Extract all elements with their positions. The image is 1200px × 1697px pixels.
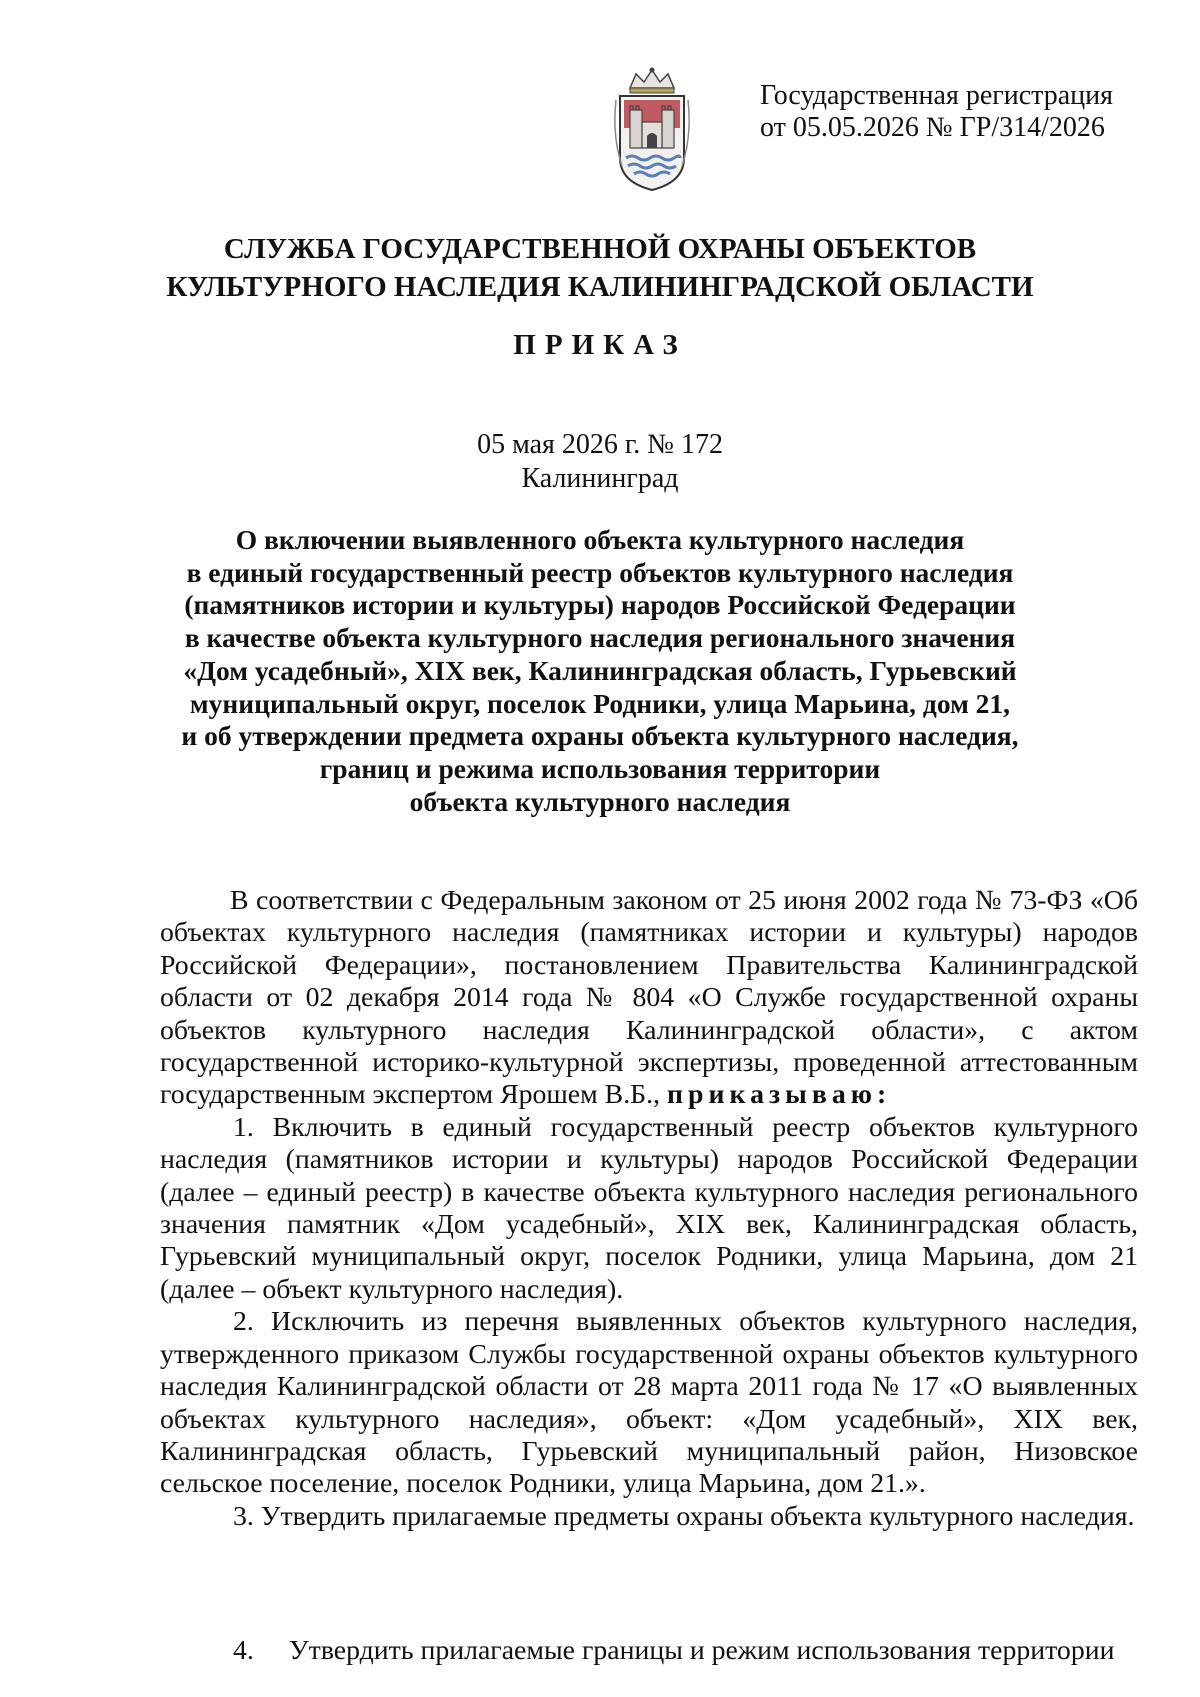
order-item-3: 3. Утвердить прилагаемые предметы охраны объекта культурного наследия.: [233, 1500, 1135, 1532]
subject-line: муниципальный округ, поселок Родники, улица Марьина, дом 21,: [189, 687, 1011, 719]
order-item-4-number: 4.: [233, 1635, 254, 1666]
order-date-number: 05 мая 2026 г. № 172: [477, 429, 723, 460]
subject-line: «Дом усадебный», XIX век, Калининградская область, Гурьевский: [183, 654, 1017, 686]
document-type-title: ПРИКАЗ: [513, 329, 687, 361]
subject-line: О включении выявленного объекта культурного наследия: [235, 524, 965, 555]
registration-number: от 05.05.2026 № ГР/314/2026: [760, 112, 1105, 143]
order-body: [160, 885, 1138, 1533]
registration-label: Государственная регистрация: [760, 80, 1113, 111]
subject-line: (памятников истории и культуры) народов Российской Федерации: [184, 589, 1016, 621]
agency-name: [0, 230, 1200, 306]
subject-line: и об утверждении предмета охраны объекта культурного наследия,: [181, 720, 1019, 752]
order-item-4-text: Утвердить прилагаемые границы и режим использования территории: [289, 1635, 1115, 1666]
subject-line: границ и режима использования территории: [319, 752, 881, 784]
subject-line: объекта культурного наследия: [409, 785, 791, 817]
subject-line: в качестве объекта культурного наследия регионального значения: [184, 622, 1016, 654]
order-item-4: [233, 1634, 1138, 1668]
preamble-paragraph: [160, 885, 1138, 1112]
order-subject: [150, 524, 1050, 818]
order-item-1: 1. Включить в единый государственный реестр объектов культурного наследия (памятников истории и культуры) народов Российской Федерации (далее – единый реестр) в качестве объекта культурного наследия регионального значения памятник «Дом усадебный», XIX век, Калининградская область, Гурьевский муниципальный округ, поселок Родники, улица Марьина, дом 21 (далее – объект культурного наследия).: [160, 1111, 1138, 1305]
order-item-2: 2. Исключить из перечня выявленных объектов культурного наследия, утвержденного приказом Службы государственной охраны объектов культурного наследия Калининградской области от 28 марта 2011 года № 17 «О выявленных объектах культурного наследия», объект: «Дом усадебный», XIX век, Калининградская область, Гурьевский муниципальный район, Низовское сельское поселение, поселок Родники, улица Марьина, дом 21.».: [160, 1306, 1138, 1500]
order-place: Калининград: [521, 463, 679, 494]
agency-name-line: КУЛЬТУРНОГО НАСЛЕДИЯ КАЛИНИНГРАДСКОЙ ОБЛАСТИ: [166, 271, 1034, 303]
agency-name-line: СЛУЖБА ГОСУДАРСТВЕННОЙ ОХРАНЫ ОБЪЕКТОВ: [223, 233, 977, 265]
subject-line: в единый государственный реестр объектов культурного наследия: [186, 556, 1014, 588]
date-and-place: [0, 428, 1200, 496]
preamble-text: В соответствии с Федеральным законом от 25 июня 2002 года № 73-ФЗ «Об объектах культурного наследия (памятниках истории и культуры) народов Российской Федерации», постановлением Правительства Калининградской области от 02 декабря 2014 года № 804 «О Службе государственной охраны объектов культурного наследия Калининградской области», с актом государственной историко-культурной экспертизы, проведенной аттестованным государственным экспертом Ярошем В.Б.,: [160, 885, 1138, 1111]
order-word: приказываю:: [666, 1079, 892, 1111]
registration-stamp: [760, 80, 1160, 144]
kaliningrad-coat-of-arms-icon: [612, 66, 692, 194]
